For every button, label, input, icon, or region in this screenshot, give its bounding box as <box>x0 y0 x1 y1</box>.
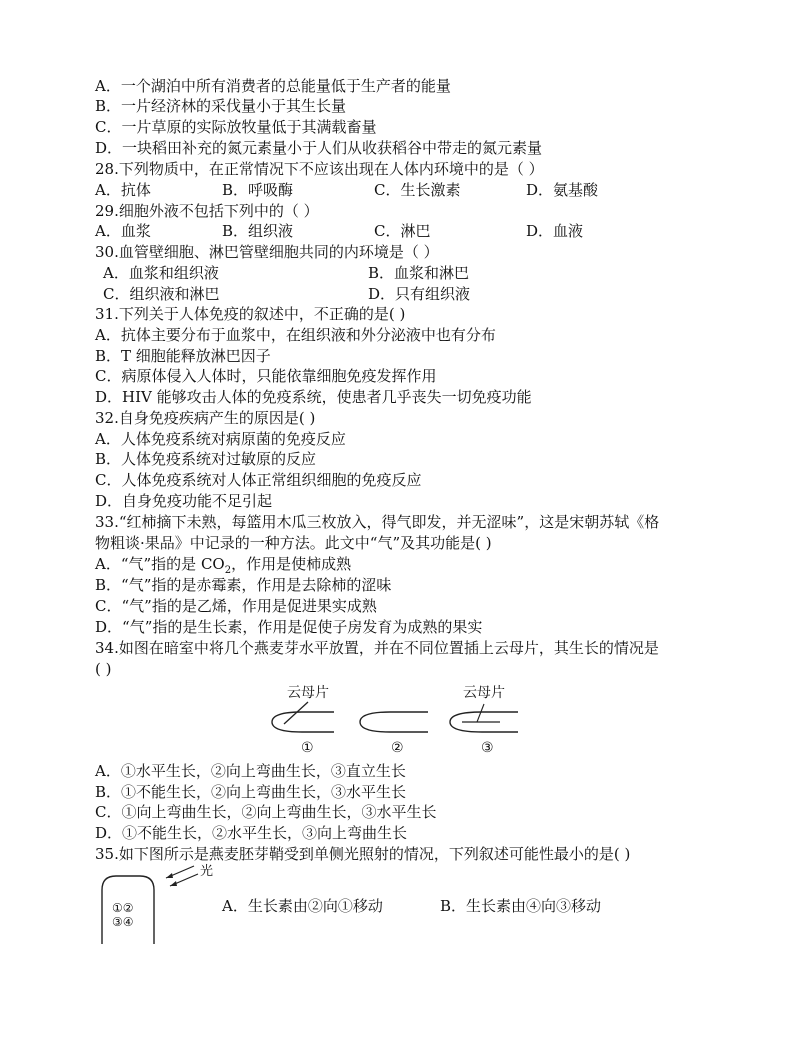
q35-stem: 35.如下图所示是燕麦胚芽鞘受到单侧光照射的情况，下列叙述可能性最小的是( ) <box>95 845 631 863</box>
q34-number-2: ② <box>391 740 404 756</box>
q28-stem: 28.下列物质中，在正常情况下不应该出现在人体内环境中的是（ ） <box>95 160 544 178</box>
q35-option-b: B．生长素由④向③移动 <box>440 897 602 915</box>
q29-stem: 29.细胞外液不包括下列中的（ ） <box>95 202 319 220</box>
q29-option-b: B．组织液 <box>222 222 294 240</box>
q28-option-d: D．氨基酸 <box>526 181 599 199</box>
q29-option-c: C．淋巴 <box>374 222 431 240</box>
q34-sprout-figure <box>262 698 532 740</box>
q28-option-a: A．抗体 <box>95 181 151 199</box>
q35-region-row1: ①② <box>112 901 134 915</box>
q28-option-c: C．生长激素 <box>374 181 461 199</box>
q27-option-a: A．一个湖泊中所有消费者的总能量低于生产者的能量 <box>95 77 451 95</box>
q30-option-c: C．组织液和淋巴 <box>103 285 220 303</box>
q31-option-d: D．HIV 能够攻击人体的免疫系统，使患者几乎丧失一切免疫功能 <box>95 388 532 406</box>
q33-option-a-text: A．“气”指的是 CO <box>95 555 225 573</box>
q34-option-c: C．①向上弯曲生长，②向上弯曲生长，③水平生长 <box>95 803 437 821</box>
q31-option-a: A．抗体主要分布于血浆中，在组织液和外分泌液中也有分布 <box>95 326 496 344</box>
q32-option-c: C．人体免疫系统对人体正常组织细胞的免疫反应 <box>95 471 422 489</box>
q34-sprout-1 <box>272 702 334 732</box>
q27-option-c: C．一片草原的实际放牧量低于其满载畜量 <box>95 118 377 136</box>
q32-option-a: A．人体免疫系统对病原菌的免疫反应 <box>95 430 346 448</box>
q34-stem-line1: 34.如图在暗室中将几个燕麦芽水平放置，并在不同位置插上云母片，其生长的情况是 <box>95 639 659 657</box>
q27-option-d: D．一块稻田补充的氮元素量小于人们从收获稻谷中带走的氮元素量 <box>95 139 543 157</box>
q33-stem-line2: 物粗谈·果品》中记录的一种方法。此文中“气”及其功能是( ) <box>95 534 492 552</box>
q34-option-d: D．①不能生长，②水平生长，③向上弯曲生长 <box>95 824 408 842</box>
q30-option-d: D．只有组织液 <box>368 285 471 303</box>
q34-sprout-3 <box>450 704 518 732</box>
q31-option-c: C．病原体侵入人体时，只能依靠细胞免疫发挥作用 <box>95 367 437 385</box>
q28-option-b: B．呼吸酶 <box>222 181 294 199</box>
q34-option-a: A．①水平生长，②向上弯曲生长，③直立生长 <box>95 762 406 780</box>
q35-option-a: A．生长素由②向①移动 <box>222 897 383 915</box>
q34-mica-label-3: 云母片 <box>463 685 505 701</box>
q29-option-a: A．血浆 <box>95 222 151 240</box>
q30-option-a: A．血浆和组织液 <box>103 264 219 282</box>
q32-option-b: B．人体免疫系统对过敏原的反应 <box>95 450 317 468</box>
q34-sprout-2 <box>360 712 428 732</box>
q31-stem: 31.下列关于人体免疫的叙述中，不正确的是( ) <box>95 305 406 323</box>
q31-option-b: B．T 细胞能释放淋巴因子 <box>95 347 271 365</box>
q35-light-label: 光 <box>200 864 214 879</box>
q34-stem-line2: ( ) <box>95 660 112 678</box>
q34-number-3: ③ <box>481 740 494 756</box>
q34-mica-label-1: 云母片 <box>287 685 329 701</box>
q33-option-c: C．“气”指的是乙烯，作用是促进果实成熟 <box>95 597 377 615</box>
q29-option-d: D．血液 <box>526 222 584 240</box>
q30-stem: 30.血管壁细胞、淋巴管壁细胞共同的内环境是（ ） <box>95 243 439 261</box>
q32-option-d: D．自身免疫功能不足引起 <box>95 492 273 510</box>
q27-option-b: B．一片经济林的采伐量小于其生长量 <box>95 97 347 115</box>
q33-option-a-subscript: 2 <box>224 565 232 576</box>
q33-stem-line1: 33.“红柿摘下未熟，每篮用木瓜三枚放入，得气即发，并无涩味”，这是宋朝苏轼《格 <box>95 513 660 531</box>
q30-option-b: B．血浆和淋巴 <box>368 264 470 282</box>
q32-stem: 32.自身免疫疾病产生的原因是( ) <box>95 409 316 427</box>
q35-region-row2: ③④ <box>112 915 134 929</box>
q33-option-b: B．“气”指的是赤霉素，作用是去除柿的涩味 <box>95 576 392 594</box>
q34-number-1: ① <box>301 740 314 756</box>
q34-option-b: B．①不能生长，②向上弯曲生长，③水平生长 <box>95 783 407 801</box>
q33-option-d: D．“气”指的是生长素，作用是促使子房发育为成熟的果实 <box>95 618 483 636</box>
q33-option-a-rest: ，作用是使柿成熟 <box>231 555 352 573</box>
